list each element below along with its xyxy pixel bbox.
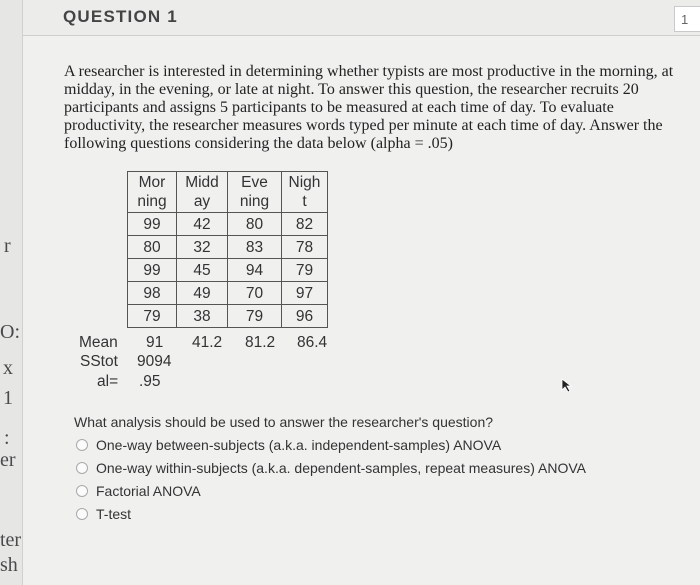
table-cell: 80 — [228, 213, 282, 236]
data-table — [127, 171, 328, 328]
table-cell: 79 — [228, 305, 282, 328]
alpha-label: al= — [97, 373, 119, 390]
mean-value: 41.2 — [192, 334, 223, 351]
table-cell: 99 — [128, 259, 177, 282]
table-cell: 45 — [177, 259, 228, 282]
table-row — [128, 213, 328, 236]
left-fragment: er — [0, 449, 16, 471]
table-cell: 82 — [282, 213, 328, 236]
left-fragment: : — [4, 427, 10, 449]
table-cell: 83 — [228, 236, 282, 259]
table-row — [128, 259, 328, 282]
table-cell: 94 — [228, 259, 282, 282]
radio-button[interactable] — [76, 508, 88, 520]
table-cell: 79 — [282, 259, 328, 282]
option-within-subjects-anova[interactable] — [76, 460, 586, 476]
left-fragment: sh — [0, 554, 18, 576]
column-header — [282, 172, 328, 213]
left-fragment: x — [3, 357, 13, 379]
table-row — [128, 282, 328, 305]
option-label: One-way between-subjects (a.k.a. independent-samples) ANOVA — [96, 437, 502, 453]
column-header — [177, 172, 228, 213]
table-cell: 78 — [282, 236, 328, 259]
table-cell: 97 — [282, 282, 328, 305]
option-label: T-test — [96, 506, 132, 522]
option-between-subjects-anova[interactable] — [76, 437, 501, 453]
column-header-label: Mor ning — [137, 174, 167, 210]
table-cell: 79 — [128, 305, 177, 328]
left-fragment: r — [4, 235, 11, 257]
table-cell: 70 — [228, 282, 282, 305]
table-cell: 42 — [177, 213, 228, 236]
mouse-cursor-icon — [560, 377, 574, 393]
table-cell: 38 — [177, 305, 228, 328]
option-label: Factorial ANOVA — [96, 483, 201, 499]
column-header — [128, 172, 177, 213]
left-fragment: 1 — [3, 387, 13, 409]
mean-label: Mean — [79, 334, 118, 351]
table-cell: 32 — [177, 236, 228, 259]
option-factorial-anova[interactable] — [76, 483, 201, 499]
table-row — [128, 236, 328, 259]
left-cropped-panel — [0, 0, 23, 585]
points-badge: 1 — [674, 6, 700, 32]
table-row — [128, 305, 328, 328]
sstot-value: 9094 — [137, 353, 172, 370]
option-label: One-way within-subjects (a.k.a. dependent-samples, repeat measures) ANOVA — [96, 460, 586, 476]
table-header-row — [128, 172, 328, 213]
table-cell: 80 — [128, 236, 177, 259]
table-cell: 98 — [128, 282, 177, 305]
left-fragment: O: — [0, 321, 20, 343]
left-fragment: ter — [0, 529, 22, 551]
table-cell: 49 — [177, 282, 228, 305]
table-cell: 99 — [128, 213, 177, 236]
mean-value: 86.4 — [297, 334, 328, 351]
question-header — [23, 0, 700, 36]
mean-value: 81.2 — [245, 334, 276, 351]
table-cell: 96 — [282, 305, 328, 328]
column-header — [228, 172, 282, 213]
column-header-label: Eve ning — [239, 174, 270, 210]
radio-button[interactable] — [76, 439, 88, 451]
column-header-label: Nigh t — [288, 174, 321, 210]
sstot-label: SStot — [80, 353, 118, 370]
alpha-value: .95 — [139, 373, 161, 390]
option-t-test[interactable] — [76, 506, 131, 522]
answer-prompt: What analysis should be used to answer the researcher's question? — [74, 414, 494, 430]
radio-button[interactable] — [76, 485, 88, 497]
radio-button[interactable] — [76, 462, 88, 474]
column-header-label: Midd ay — [185, 174, 219, 210]
question-text: A researcher is interested in determining whether typists are most productive in the morning, at midday, in the evening, or late at night. To answer this question, the researcher recruits 20 participants and assigns 5 participants to be measured at each time of day. To evaluate productivity, the researcher measures words typed per minute at each time of day. Answer the following questions considering the data below (alpha = .05) — [64, 63, 674, 152]
question-title: QUESTION 1 — [63, 7, 178, 26]
mean-value: 91 — [146, 334, 164, 351]
